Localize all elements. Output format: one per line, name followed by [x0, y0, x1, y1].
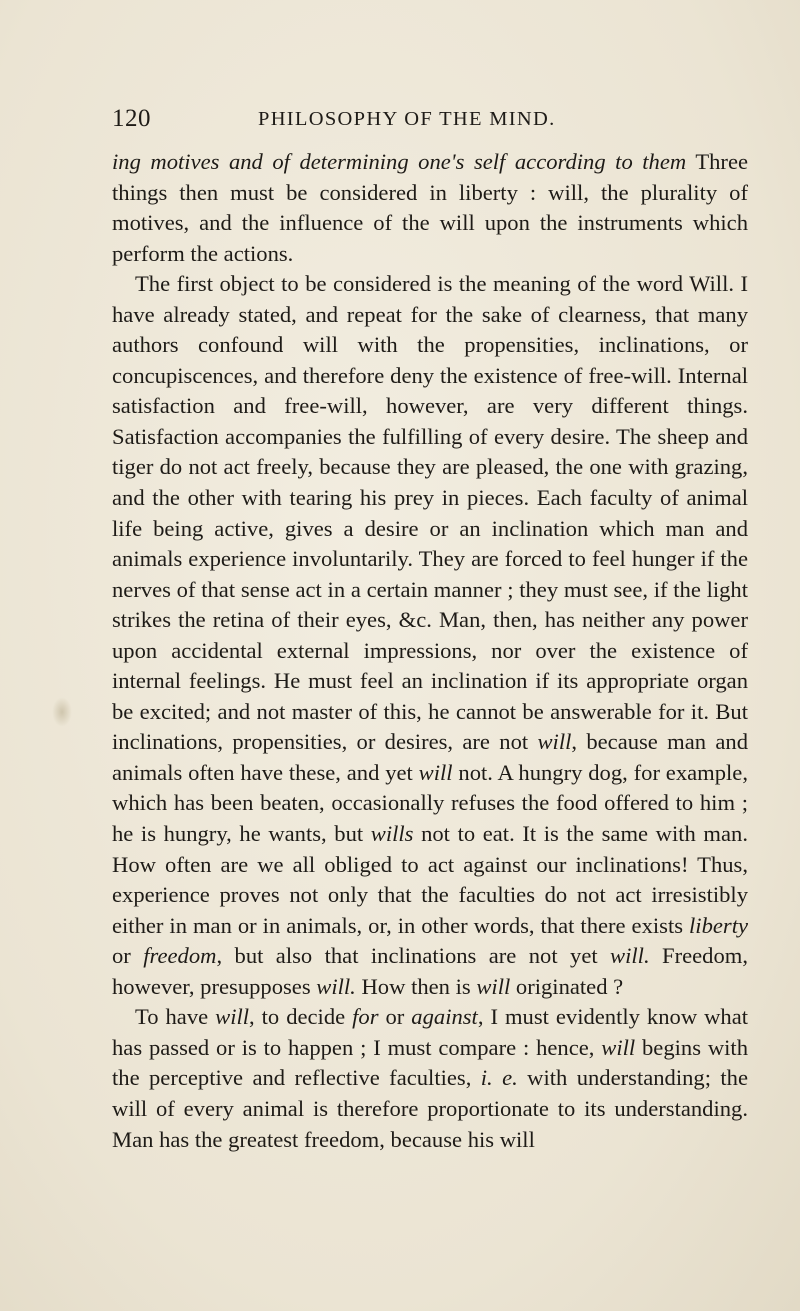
text-run: not. A hungry dog, for example, which has been beaten, occasionally refuses the food offered to him ; he is hungry, he wants, but [112, 759, 748, 847]
italic-text: liberty [689, 912, 748, 938]
text-run: The first object to be considered is the meaning of the word Will. I have already stated, and repeat for the sake of clearness, that many authors confound will with the propensities, inclinations, or concupiscences, and therefore deny the existence of free-will. Internal satisfaction and free-will, however, are very different things. Satisfaction accompanies the fulfilling of every desire. The sheep and tiger do not act freely, because they are pleased, the one with grazing, and the other with tearing his prey in pieces. Each faculty of animal life being active, gives a desire or an inclination which man and animals experience involuntarily. They are forced to feel hunger if the nerves of that sense act in a certain manner ; they must see, if the light strikes the retina of their eyes, &c. Man, then, has neither any power upon accidental external impressions, nor over the existence of internal feelings. He must feel an inclination if its appropriate organ be excited; and not master of this, he cannot be answerable for it. But inclinations, propensities, or desires, are not [112, 271, 748, 755]
text-run: , but also that inclinations are not yet [216, 943, 611, 969]
italic-text: will [418, 759, 453, 785]
page-header [112, 103, 748, 135]
text-run: , I must evidently know what has passed or is to happen ; I must compare : hence, [112, 1004, 749, 1060]
italic-text: i. e. [480, 1065, 518, 1091]
italic-text: for [352, 1004, 379, 1030]
italic-text: will [215, 1004, 250, 1030]
italic-text: ing motives and of determining one's self according to them [112, 149, 687, 174]
text-run: or [378, 1004, 412, 1030]
text-run: not to eat. It is the same with man. How often are we all obliged to act against our inclinations! Thus, experience proves not only that the faculties do not act irresistibly either in man or in animals, or, in other words, that there exists [112, 821, 748, 938]
page-stain [52, 697, 72, 727]
text-run: , to decide [249, 1004, 353, 1030]
italic-text: against [411, 1004, 478, 1030]
text-run: originated ? [510, 973, 624, 999]
page-number: 120 [112, 105, 151, 132]
italic-text: will [476, 973, 511, 999]
text-run: or [112, 943, 144, 969]
italic-text: will [601, 1034, 636, 1060]
text-run: To have [135, 1004, 216, 1030]
text-run: begins with the perceptive and reflective faculties, [112, 1034, 748, 1091]
text-run: Three things then must be considered in liberty : will, the plurality of motives, and the influence of the will upon the instruments which perform the actions. [112, 149, 749, 266]
text-run: Freedom, however, presupposes [112, 943, 748, 999]
text-run: , because man and animals often have these, and yet [112, 729, 748, 785]
paragraph [112, 1002, 748, 1155]
text-run: How then is [355, 973, 477, 999]
text-run: with understanding; the will of every animal is therefore proportionate to its understanding. Man has the greatest freedom, because his will [112, 1065, 748, 1152]
paragraph [112, 269, 748, 1002]
paragraph [112, 147, 748, 269]
body-text [112, 147, 748, 1155]
italic-text: will [537, 729, 572, 755]
italic-text: freedom [143, 943, 217, 969]
italic-text: will. [316, 973, 356, 999]
running-title: PHILOSOPHY OF THE MIND. [258, 108, 556, 130]
italic-text: wills [370, 821, 414, 847]
italic-text: will. [610, 943, 650, 969]
